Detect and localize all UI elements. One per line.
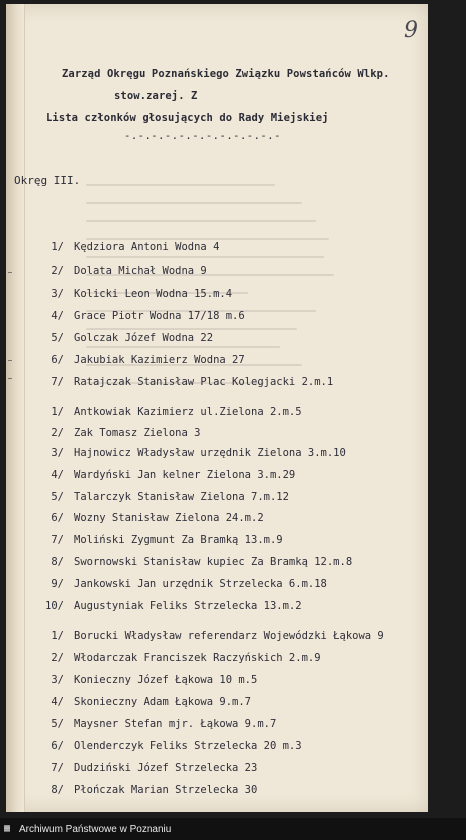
bleed-through-line bbox=[86, 346, 280, 348]
list-item bbox=[34, 491, 289, 503]
archive-name: Archiwum Państwowe w Poznaniu bbox=[19, 823, 172, 835]
list-item bbox=[34, 674, 257, 686]
margin-tick bbox=[8, 378, 12, 379]
list-item bbox=[34, 630, 384, 642]
district-label: Okręg III. bbox=[14, 174, 81, 187]
entry-text: Olenderczyk Feliks Strzelecka 20 m.3 bbox=[74, 740, 302, 752]
entry-text: Kolicki Leon Wodna 15.m.4 bbox=[74, 288, 233, 300]
entry-text: Jakubiak Kazimierz Wodna 27 bbox=[74, 354, 245, 366]
entry-text: Augustyniak Feliks Strzelecka 13.m.2 bbox=[74, 600, 302, 612]
entry-text: Moliński Zygmunt Za Bramką 13.m.9 bbox=[74, 534, 283, 546]
bleed-through-line bbox=[86, 184, 275, 186]
entry-number: 1/ bbox=[51, 630, 64, 642]
entry-number: 1/ bbox=[51, 241, 64, 253]
entry-number: 4/ bbox=[51, 310, 64, 322]
list-item bbox=[34, 534, 283, 546]
page-number: 9 bbox=[404, 18, 418, 43]
entry-number: 7/ bbox=[51, 534, 64, 546]
entry-number: 2/ bbox=[51, 652, 64, 664]
list-item bbox=[34, 578, 327, 590]
list-item bbox=[34, 427, 200, 439]
margin-tick bbox=[8, 272, 12, 273]
entry-number: 5/ bbox=[51, 332, 64, 344]
entry-number: 6/ bbox=[51, 512, 64, 524]
list-item bbox=[34, 556, 352, 568]
entry-text: Grace Piotr Wodna 17/18 m.6 bbox=[74, 310, 245, 322]
list-item bbox=[34, 241, 219, 253]
entry-text: Skonieczny Adam Łąkowa 9.m.7 bbox=[74, 696, 252, 708]
entry-text: Borucki Władysław referendarz Wojewódzki Łąkowa 9 bbox=[74, 630, 384, 642]
list-item bbox=[34, 512, 264, 524]
document-title: Lista członków głosujących do Rady Miejskiej bbox=[46, 112, 329, 124]
title-underline-dashes: -.-.-.-.-.-.-.-.-.-.-.- bbox=[124, 130, 281, 142]
list-item bbox=[34, 762, 257, 774]
list-item bbox=[34, 447, 346, 459]
list-item bbox=[34, 469, 295, 481]
list-item bbox=[34, 310, 245, 322]
list-item bbox=[34, 718, 276, 730]
entry-number: 3/ bbox=[51, 674, 64, 686]
entry-number: 1/ bbox=[51, 406, 64, 418]
bleed-through-line bbox=[86, 220, 316, 222]
bleed-through-line bbox=[86, 238, 329, 240]
entry-text: Swornowski Stanisław kupiec Za Bramką 12.m.8 bbox=[74, 556, 353, 568]
list-item bbox=[34, 740, 302, 752]
entry-text: Dolata Michał Wodna 9 bbox=[74, 265, 207, 277]
entry-number: 8/ bbox=[51, 784, 64, 796]
entry-text: Włodarczak Franciszek Raczyńskich 2.m.9 bbox=[74, 652, 321, 664]
entry-text: Wozny Stanisław Zielona 24.m.2 bbox=[74, 512, 264, 524]
header-registration: stow.zarej. Z bbox=[114, 90, 198, 102]
entry-text: Antkowiak Kazimierz ul.Zielona 2.m.5 bbox=[74, 406, 302, 418]
entry-text: Konieczny Józef Łąkowa 10 m.5 bbox=[74, 674, 258, 686]
entry-number: 7/ bbox=[51, 376, 64, 388]
archive-icon: ▦ bbox=[4, 823, 11, 834]
margin-tick bbox=[8, 360, 12, 361]
document-page bbox=[6, 4, 428, 812]
entry-number: 2/ bbox=[51, 265, 64, 277]
bleed-through-line bbox=[86, 328, 297, 330]
entry-text: Ratajczak Stanisław Plac Kolegjacki 2.m.1 bbox=[74, 376, 334, 388]
entry-text: Golczak Józef Wodna 22 bbox=[74, 332, 214, 344]
entry-text: Hajnowicz Władysław urzędnik Zielona 3.m.10 bbox=[74, 447, 346, 459]
list-item bbox=[34, 354, 245, 366]
entry-text: Kędziora Antoni Wodna 4 bbox=[74, 241, 220, 253]
entry-number: 6/ bbox=[51, 740, 64, 752]
entry-number: 5/ bbox=[51, 718, 64, 730]
archive-footer bbox=[0, 818, 466, 840]
bleed-through-line bbox=[86, 202, 302, 204]
entry-number: 6/ bbox=[51, 354, 64, 366]
entry-text: Maysner Stefan mjr. Łąkowa 9.m.7 bbox=[74, 718, 277, 730]
entry-number: 3/ bbox=[51, 288, 64, 300]
entry-text: Zak Tomasz Zielona 3 bbox=[74, 427, 201, 439]
list-item bbox=[34, 600, 302, 612]
list-item bbox=[34, 288, 232, 300]
entry-text: Płończak Marian Strzelecka 30 bbox=[74, 784, 258, 796]
header-organization: Zarząd Okręgu Poznańskiego Związku Powstańców Wlkp. bbox=[62, 68, 390, 80]
list-item bbox=[34, 265, 207, 277]
entry-text: Talarczyk Stanisław Zielona 7.m.12 bbox=[74, 491, 289, 503]
entry-text: Jankowski Jan urzędnik Strzelecka 6.m.18 bbox=[74, 578, 327, 590]
list-item bbox=[34, 406, 302, 418]
entry-text: Wardyński Jan kelner Zielona 3.m.29 bbox=[74, 469, 296, 481]
entry-number: 2/ bbox=[51, 427, 64, 439]
list-item bbox=[34, 332, 213, 344]
entry-number: 5/ bbox=[51, 491, 64, 503]
entry-number: 9/ bbox=[51, 578, 64, 590]
entry-number: 4/ bbox=[51, 469, 64, 481]
list-item bbox=[34, 376, 333, 388]
list-item bbox=[34, 696, 251, 708]
list-item bbox=[34, 784, 257, 796]
entry-number: 3/ bbox=[51, 447, 64, 459]
entry-number: 10/ bbox=[45, 600, 64, 612]
entry-text: Dudziński Józef Strzelecka 23 bbox=[74, 762, 258, 774]
entry-number: 4/ bbox=[51, 696, 64, 708]
entry-number: 7/ bbox=[51, 762, 64, 774]
list-item bbox=[34, 652, 321, 664]
bleed-through-line bbox=[86, 256, 324, 258]
page-binding-edge bbox=[6, 4, 25, 812]
entry-number: 8/ bbox=[51, 556, 64, 568]
